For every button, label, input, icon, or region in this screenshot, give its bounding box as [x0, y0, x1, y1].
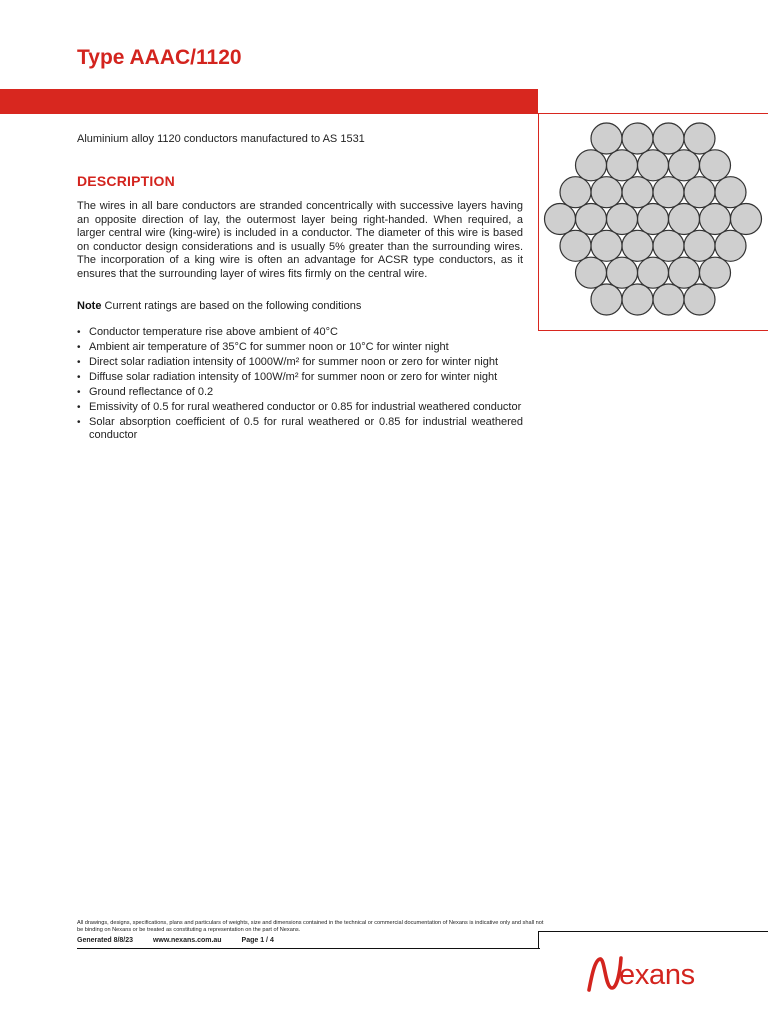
conductor-strand: [545, 204, 576, 235]
note-line: [77, 300, 523, 312]
conductor-strand: [576, 204, 607, 235]
website-link[interactable]: www.nexans.com.au: [152, 937, 222, 944]
conductor-cross-section-icon: [539, 114, 768, 332]
conductor-strand: [607, 204, 638, 235]
conductor-strand: [591, 177, 622, 208]
footer-divider-top: [538, 931, 768, 932]
conductor-strand: [607, 257, 638, 288]
conductor-strand: [684, 230, 715, 261]
conductor-strand: [591, 230, 622, 261]
footer-disclaimer: All drawings, designs, specifications, plans and particulars of weights, size and dimensions contained in the technical or commercial documentation of Nexans is indicative only and shall not be binding on Nexans or be treated as constituting a representation on the part of Nexans.: [77, 920, 544, 933]
conductor-strand: [622, 230, 653, 261]
conductor-strand: [576, 257, 607, 288]
conductor-strand: [560, 230, 591, 261]
conductor-strand: [622, 177, 653, 208]
logo-wordmark: exans: [619, 959, 695, 991]
conductor-strand: [638, 150, 669, 181]
nexans-logo: [586, 952, 726, 996]
conductor-strand: [715, 177, 746, 208]
page-title: Type AAAC/1120: [77, 46, 242, 69]
note-text: Current ratings are based on the following conditions: [104, 300, 362, 312]
section-heading-description: DESCRIPTION: [77, 173, 175, 189]
conductor-strand: [591, 123, 622, 154]
conductor-strand: [638, 257, 669, 288]
note-label: Note: [77, 300, 102, 312]
conductor-strand: [700, 204, 731, 235]
conductor-strand: [591, 284, 622, 315]
conductor-strand: [731, 204, 762, 235]
description-paragraph: The wires in all bare conductors are stranded concentrically with successive layers having an opposite direction of lay, the outermost layer being right-handed. When required, a larger central wire (king-wire) is included in a conductor. The diameter of this wire is based on conductor design considerations and is usually 5% greater than the surrounding wires. The incorporation of a king wire is often an advantage for ACSR type conductors, as it ensures that the surrounding layer of wires fits firmly on the central wire.: [77, 200, 523, 280]
conductor-strand: [700, 257, 731, 288]
list-item: • Emissivity of 0.5 for rural weathered conductor or 0.85 for industrial weathered conductor: [77, 401, 523, 414]
conductor-illustration-frame: [538, 113, 768, 331]
list-item: • Diffuse solar radiation intensity of 100W/m² for summer noon or zero for winter night: [77, 371, 523, 384]
footer-divider-step: [538, 931, 539, 949]
conductor-strand: [607, 150, 638, 181]
header-red-band: [0, 89, 538, 114]
conductor-strand: [700, 150, 731, 181]
conductor-strand: [669, 150, 700, 181]
conductor-strand: [653, 230, 684, 261]
conductor-strand: [653, 123, 684, 154]
conductor-strand: [669, 204, 700, 235]
conductor-strand: [653, 284, 684, 315]
footer-divider: [77, 948, 540, 949]
conductor-strand: [684, 123, 715, 154]
conductor-strand: [560, 177, 591, 208]
conductor-strand: [622, 123, 653, 154]
conductor-strand: [653, 177, 684, 208]
conductor-strand: [622, 284, 653, 315]
list-item: • Ground reflectance of 0.2: [77, 386, 523, 399]
conductor-strand: [684, 177, 715, 208]
conductor-strand: [715, 230, 746, 261]
list-item: • Conductor temperature rise above ambient of 40°C: [77, 326, 523, 339]
generated-date: Generated 8/8/23: [77, 937, 134, 944]
footer-meta: [77, 937, 292, 944]
list-item: • Ambient air temperature of 35°C for summer noon or 10°C for winter night: [77, 341, 523, 354]
conductor-strand: [669, 257, 700, 288]
conductor-strand: [576, 150, 607, 181]
conditions-list: [77, 326, 523, 444]
conductor-strand: [684, 284, 715, 315]
list-item: • Solar absorption coefficient of 0.5 for rural weathered or 0.85 for industrial weathered conductor: [77, 416, 523, 443]
page-number: Page 1 / 4: [241, 937, 274, 944]
list-item: • Direct solar radiation intensity of 1000W/m² for summer noon or zero for winter night: [77, 356, 523, 369]
document-subtitle: Aluminium alloy 1120 conductors manufactured to AS 1531: [77, 133, 365, 145]
conductor-strand: [638, 204, 669, 235]
